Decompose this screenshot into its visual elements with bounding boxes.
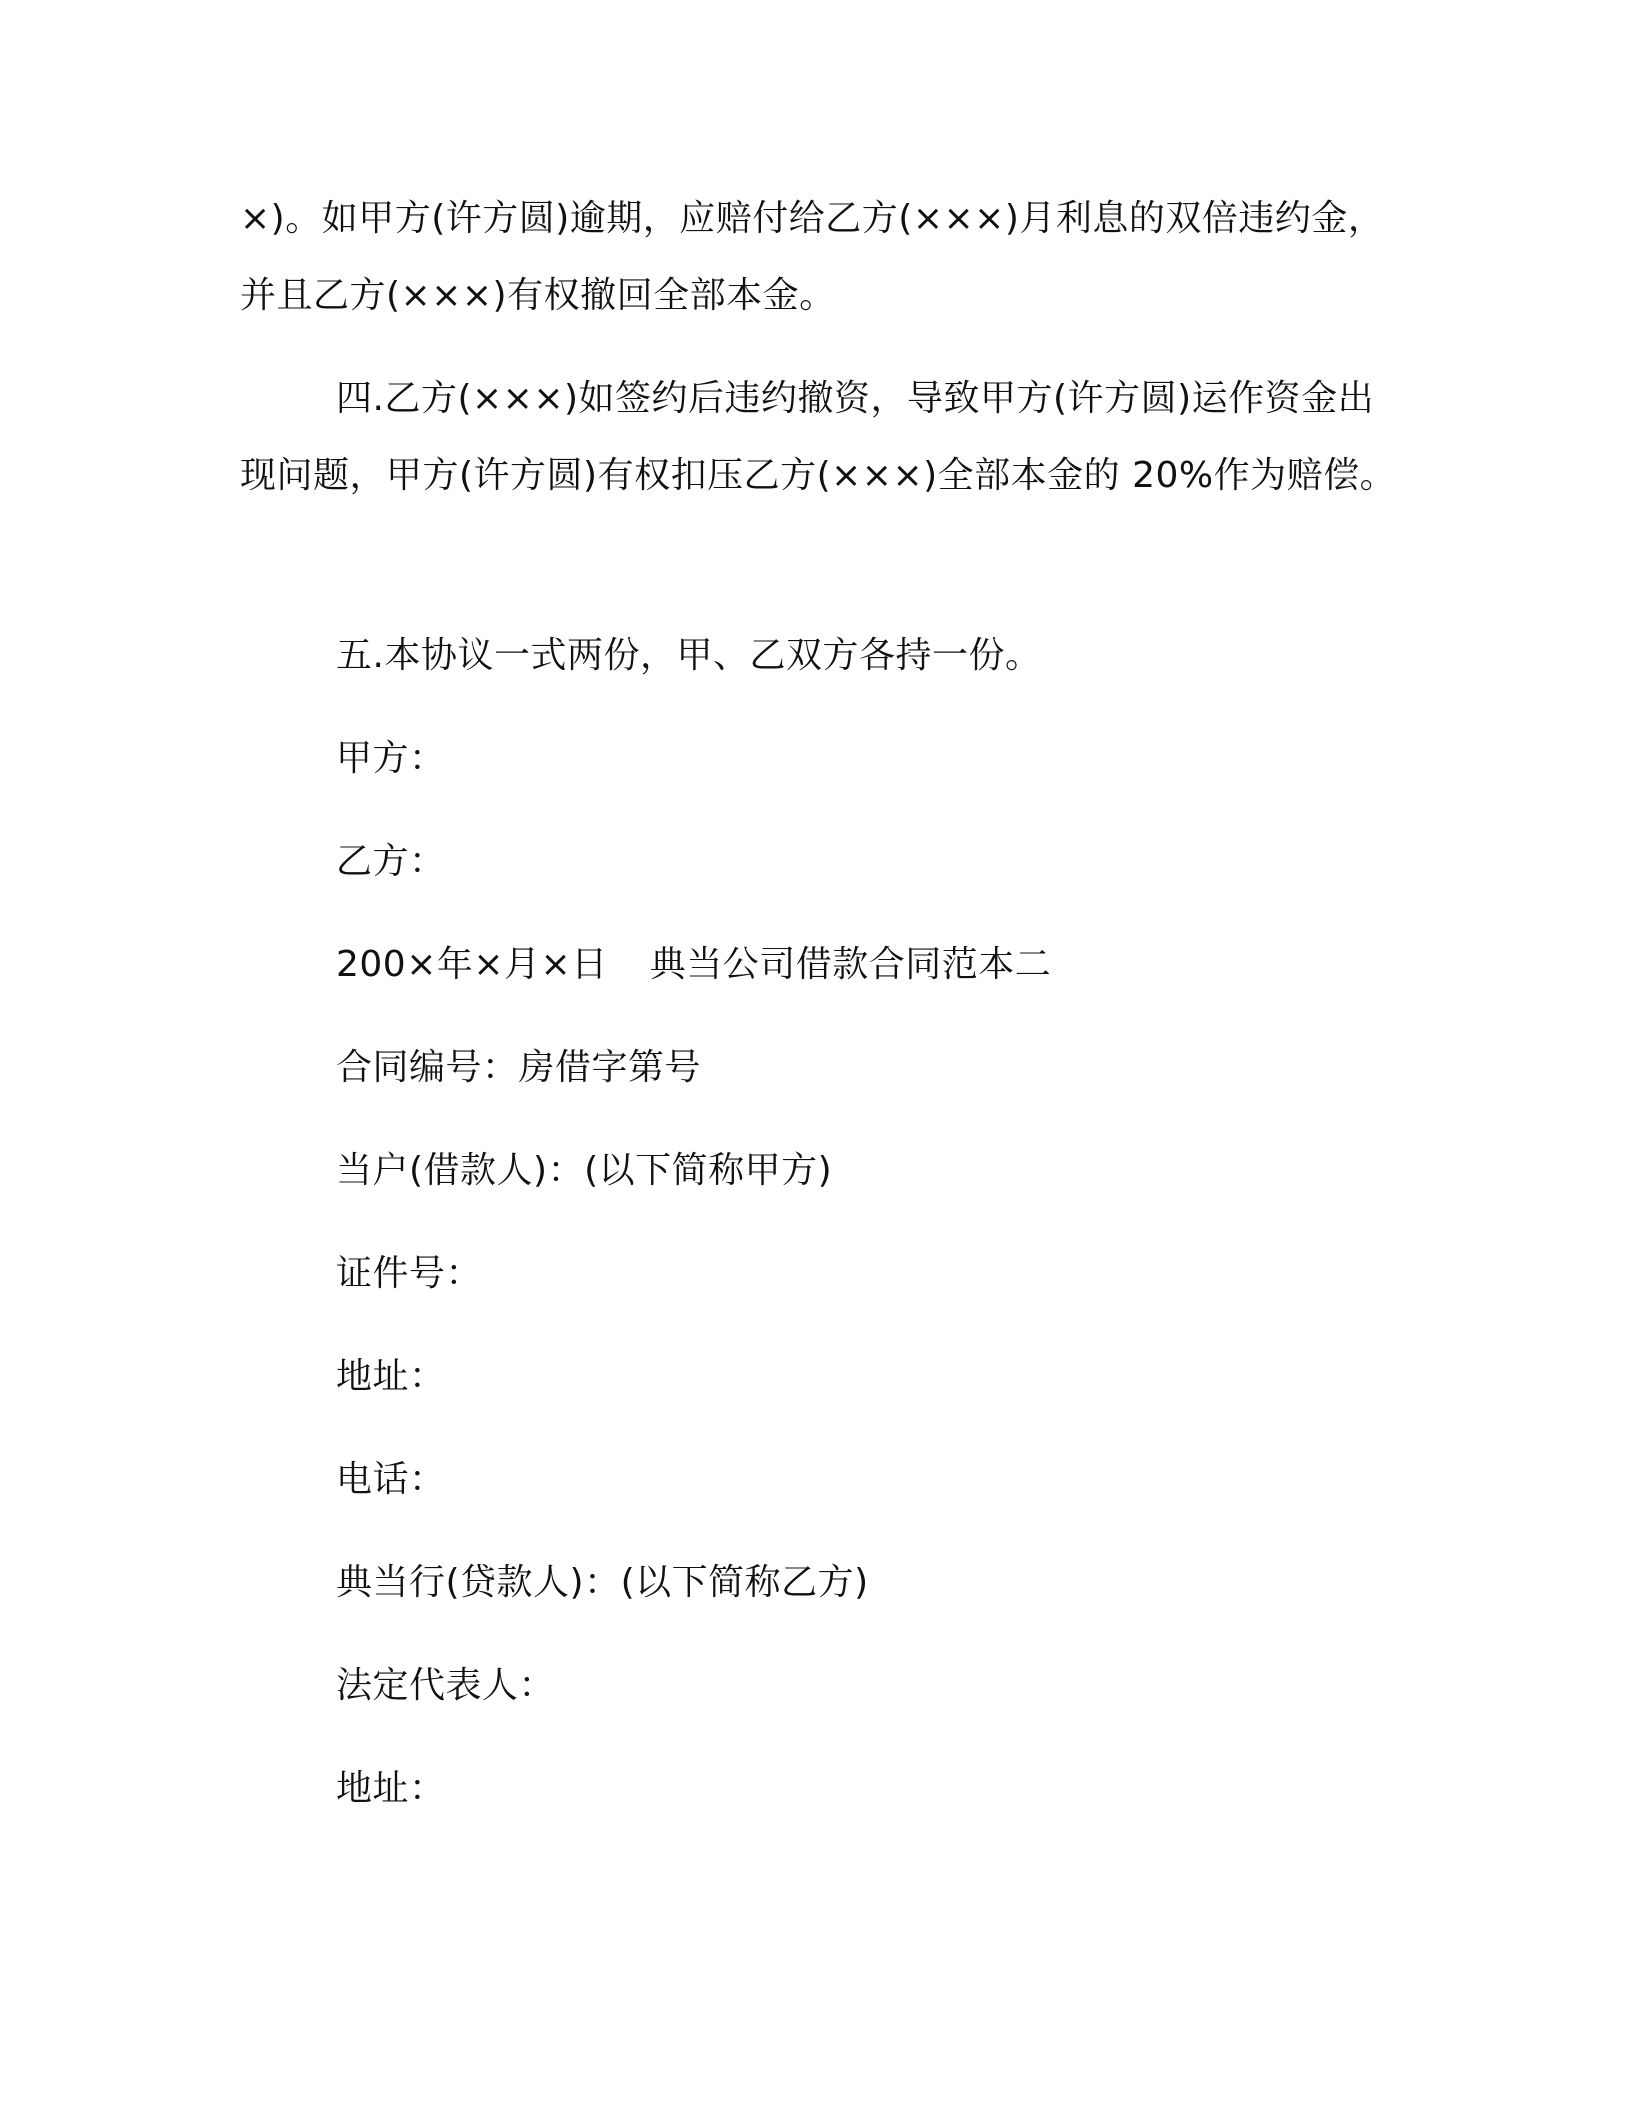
date-line: 200×年×月×日 (336, 944, 608, 985)
contract-number-label: 合同编号：房借字第号 (336, 1047, 702, 1088)
paragraph-clause-five: 五.本协议一式两份，甲、乙双方各持一份。 (336, 635, 1042, 676)
party-a-label: 甲方： (336, 738, 446, 779)
date-title-line (336, 941, 1051, 989)
id-number-label: 证件号： (336, 1253, 483, 1294)
pawnshop-label: 典当行(贷款人)：(以下简称乙方) (336, 1562, 869, 1603)
address-label: 地址： (336, 1356, 446, 1397)
paragraph-clause-four: 四.乙方(×××)如签约后违约撤资，导致甲方(许方圆)运作资金出现问题，甲方(许方圆)有权扣压乙方(×××)全部本金的 20%作为赔偿。 (240, 378, 1397, 496)
address-label-lender: 地址： (336, 1768, 446, 1809)
phone-label: 电话： (336, 1459, 446, 1500)
contract-title: 典当公司借款合同范本二 (649, 944, 1052, 985)
pawner-label: 当户(借款人)：(以下简称甲方) (336, 1150, 833, 1191)
legal-representative-label: 法定代表人： (336, 1665, 556, 1706)
party-b-label: 乙方： (336, 841, 446, 882)
paragraph-penalty-continuation: ×)。如甲方(许方圆)逾期，应赔付给乙方(×××)月利息的双倍违约金，并且乙方(×××)有权撤回全部本金。 (240, 198, 1385, 316)
